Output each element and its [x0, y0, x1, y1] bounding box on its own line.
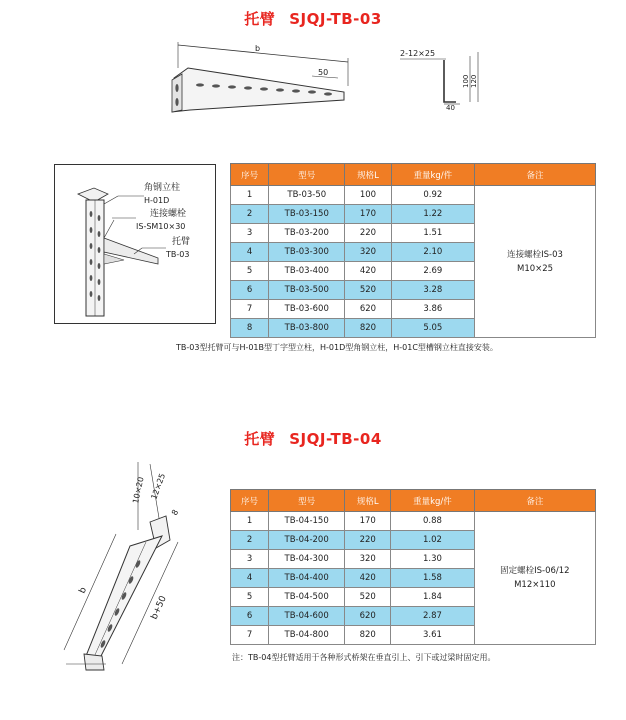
cell-no: 7: [231, 300, 269, 319]
cell-weight: 1.02: [391, 531, 474, 550]
tb03-dim-b: b: [255, 44, 261, 53]
section1-title-cn: 托臂: [244, 10, 276, 28]
header-weight: 重量kg/件: [391, 490, 474, 512]
tb03-dim-40: 40: [446, 104, 455, 112]
tb04-dim-2: 12×25: [149, 472, 168, 501]
cell-no: 7: [231, 626, 269, 645]
cell-spec: 170: [345, 512, 391, 531]
cell-no: 1: [231, 186, 269, 205]
header-remark: 备注: [475, 164, 596, 186]
cell-weight: 1.51: [391, 224, 475, 243]
cell-weight: 1.84: [391, 588, 474, 607]
remark-line1: 连接螺栓IS-03: [507, 249, 563, 260]
install-label-column: 角钢立柱: [144, 183, 181, 193]
install-label-arm: 托臂: [172, 237, 191, 247]
tb04-dim-b50: b+50: [149, 594, 169, 622]
cell-weight: 2.69: [391, 262, 475, 281]
cell-no: 6: [231, 607, 269, 626]
cell-no: 6: [231, 281, 269, 300]
tb03-dim-120: 120: [470, 74, 478, 88]
cell-model: TB-04-500: [269, 588, 345, 607]
cell-model: TB-03-150: [269, 205, 345, 224]
cell-spec: 620: [345, 607, 391, 626]
cell-weight: 0.92: [391, 186, 475, 205]
header-remark: 备注: [474, 490, 595, 512]
section2-title: [0, 428, 626, 449]
cell-model: TB-03-600: [269, 300, 345, 319]
cell-model: TB-03-800: [269, 319, 345, 338]
header-model: 型号: [269, 490, 345, 512]
remark-cell: [475, 186, 596, 338]
tb03-dim-section: 2-12×25: [400, 49, 436, 58]
cell-weight: 2.87: [391, 607, 474, 626]
install-label-column-code: H-01D: [144, 196, 170, 205]
cell-spec: 820: [345, 319, 391, 338]
cell-no: 5: [231, 262, 269, 281]
cell-spec: 820: [345, 626, 391, 645]
cell-spec: 220: [345, 224, 391, 243]
cell-no: 1: [231, 512, 269, 531]
cell-model: TB-03-300: [269, 243, 345, 262]
table-row: [231, 186, 596, 205]
cell-weight: 3.61: [391, 626, 474, 645]
cell-weight: 1.22: [391, 205, 475, 224]
section1-title: [0, 8, 626, 29]
tb03-section-drawing: [398, 46, 498, 116]
cell-spec: 100: [345, 186, 391, 205]
cell-no: 4: [231, 569, 269, 588]
tb04-spec-table: [230, 489, 596, 645]
cell-no: 4: [231, 243, 269, 262]
remark-cell: [474, 512, 595, 645]
section2-caption: 注：TB-04型托臂适用于各种形式桥架在垂直引上、引下或过梁时固定用。: [232, 653, 496, 662]
cell-spec: 620: [345, 300, 391, 319]
remark-line2: M10×25: [516, 263, 554, 274]
tb03-spec-table: [230, 163, 596, 338]
cell-model: TB-03-400: [269, 262, 345, 281]
cell-spec: 520: [345, 588, 391, 607]
cell-spec: 220: [345, 531, 391, 550]
install-label-bolt: 连接螺栓: [150, 209, 187, 219]
cell-spec: 520: [345, 281, 391, 300]
remark-line2: M12×110: [514, 580, 556, 590]
cell-spec: 320: [345, 550, 391, 569]
tb04-dim-b: b: [77, 585, 90, 596]
table-header-row: [231, 490, 596, 512]
header-spec: 规格L: [345, 164, 391, 186]
header-no: 序号: [231, 490, 269, 512]
tb03-bracket-drawing: [160, 40, 360, 120]
tb03-install-drawing: [54, 164, 216, 324]
cell-model: TB-04-400: [269, 569, 345, 588]
header-model: 型号: [269, 164, 345, 186]
cell-weight: 5.05: [391, 319, 475, 338]
cell-weight: 3.86: [391, 300, 475, 319]
cell-model: TB-04-600: [269, 607, 345, 626]
cell-weight: 1.30: [391, 550, 474, 569]
cell-no: 3: [231, 550, 269, 569]
header-spec: 规格L: [345, 490, 391, 512]
remark-line1: 固定螺栓IS-06/12: [500, 566, 570, 576]
tb03-dim-50: 50: [318, 68, 329, 77]
section1-title-code: SJQJ-TB-03: [289, 10, 382, 28]
table-row: [231, 512, 596, 531]
section1-caption: TB-03型托臂可与H-01B型丁字型立柱，H-01D型角钢立柱，H-01C型槽钢立柱直接安装。: [176, 343, 498, 352]
table-header-row: [231, 164, 596, 186]
install-label-arm-code: TB-03: [166, 250, 190, 259]
cell-no: 2: [231, 205, 269, 224]
cell-model: TB-04-800: [269, 626, 345, 645]
cell-model: TB-03-500: [269, 281, 345, 300]
cell-no: 3: [231, 224, 269, 243]
install-label-bolt-code: IS-SM10×30: [136, 222, 186, 231]
cell-no: 2: [231, 531, 269, 550]
cell-spec: 420: [345, 262, 391, 281]
header-no: 序号: [231, 164, 269, 186]
cell-weight: 1.58: [391, 569, 474, 588]
cell-weight: 0.88: [391, 512, 474, 531]
cell-model: TB-03-50: [269, 186, 345, 205]
cell-weight: 2.10: [391, 243, 475, 262]
tb03-dim-100: 100: [462, 74, 470, 88]
cell-no: 5: [231, 588, 269, 607]
tb04-dim-1: 10×20: [131, 476, 146, 505]
cell-spec: 320: [345, 243, 391, 262]
tb04-dim-3: 8: [169, 508, 181, 517]
cell-model: TB-03-200: [269, 224, 345, 243]
section2-title-code: SJQJ-TB-04: [289, 430, 382, 448]
cell-spec: 170: [345, 205, 391, 224]
header-weight: 重量kg/件: [391, 164, 475, 186]
cell-model: TB-04-200: [269, 531, 345, 550]
section2-title-cn: 托臂: [244, 430, 276, 448]
cell-weight: 3.28: [391, 281, 475, 300]
tb04-bracket-drawing: [58, 452, 208, 692]
cell-model: TB-04-300: [269, 550, 345, 569]
cell-no: 8: [231, 319, 269, 338]
cell-model: TB-04-150: [269, 512, 345, 531]
cell-spec: 420: [345, 569, 391, 588]
